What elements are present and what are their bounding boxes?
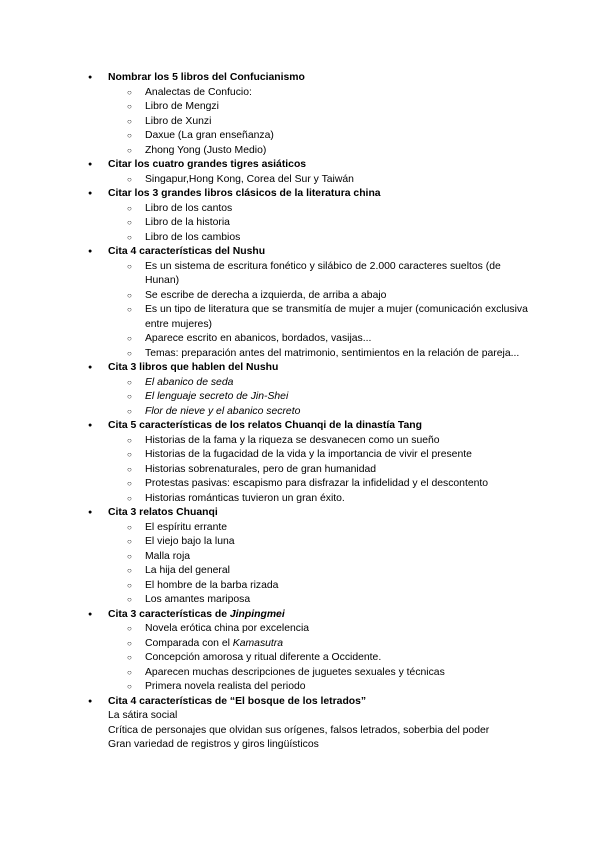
answer-line: Gran variedad de registros y giros lingüísticos [108, 739, 319, 750]
italic-title: Kamasutra [232, 637, 284, 649]
list-item: ○ Aparecen muchas descripciones de juguetes sexuales y técnicas [0, 666, 600, 681]
list-item: ○ Libro de Mengzi [0, 100, 600, 115]
list-item: ○ Libro de los cambios [0, 231, 600, 246]
question-heading: ● Citar los 3 grandes libros clásicos de la literatura china [0, 187, 600, 202]
list-item: ○ Flor de nieve y el abanico secreto [0, 405, 600, 420]
answer-list [0, 434, 600, 507]
list-item [0, 637, 600, 652]
question-text: Cita 3 características de [108, 608, 230, 620]
question-heading: ● Citar los cuatro grandes tigres asiáticos [0, 158, 600, 173]
list-item: ○ Malla roja [0, 550, 600, 565]
answer-list [0, 86, 600, 159]
list-item: ○ Daxue (La gran enseñanza) [0, 129, 600, 144]
list-item: ○ Singapur,Hong Kong, Corea del Sur y Taiwán [0, 173, 600, 188]
list-item: ○ El espíritu errante [0, 521, 600, 536]
list-item: ○ Los amantes mariposa [0, 593, 600, 608]
answer-list [0, 260, 600, 362]
list-item: ○ Se escribe de derecha a izquierda, de arriba a abajo [0, 289, 600, 304]
document-body [0, 71, 600, 753]
list-item: ○ Historias de la fugacidad de la vida y la importancia de vivir el presente [0, 448, 600, 463]
question-heading [0, 608, 600, 623]
list-item: ○ Novela erótica china por excelencia [0, 622, 600, 637]
list-item: ○ Historias sobrenaturales, pero de gran humanidad [0, 463, 600, 478]
answer-list [0, 202, 600, 246]
question-heading: ● Cita 4 características del Nushu [0, 245, 600, 260]
list-item: ○ Analectas de Confucio: [0, 86, 600, 101]
answer-list [0, 622, 600, 695]
list-item: ○ Es un sistema de escritura fonético y silábico de 2.000 caracteres sueltos (de Hunan) [0, 260, 600, 289]
list-item: ○ Aparece escrito en abanicos, bordados, vasijas... [0, 332, 600, 347]
answer-line: La sátira social [108, 710, 178, 721]
list-item-text: Comparada con el [145, 637, 233, 649]
question-heading: ● Cita 5 características de los relatos Chuanqi de la dinastía Tang [0, 419, 600, 434]
list-item: ○ Libro de la historia [0, 216, 600, 231]
list-item: ○ Concepción amorosa y ritual diferente a Occidente. [0, 651, 600, 666]
list-item: ○ El lenguaje secreto de Jin-Shei [0, 390, 600, 405]
list-item: ○ El viejo bajo la luna [0, 535, 600, 550]
list-item: ○ Historias románticas tuvieron un gran éxito. [0, 492, 600, 507]
answer-list [0, 376, 600, 420]
question-heading: ● Cita 4 características de “El bosque de los letrados” [0, 695, 600, 710]
answer-line: Crítica de personajes que olvidan sus orígenes, falsos letrados, soberbia del poder [108, 724, 490, 736]
list-item: ○ Zhong Yong (Justo Medio) [0, 144, 600, 159]
list-item: ○ Historias de la fama y la riqueza se desvanecen como un sueño [0, 434, 600, 449]
question-heading: ● Cita 3 libros que hablen del Nushu [0, 361, 600, 376]
list-item: ○ Libro de Xunzi [0, 115, 600, 130]
list-item: ○ El hombre de la barba rizada [0, 579, 600, 594]
question-italic-title: Jinpingmei [229, 608, 285, 620]
question-heading: ● Cita 3 relatos Chuanqi [0, 506, 600, 521]
answer-list [0, 173, 600, 188]
question-heading: ● Nombrar los 5 libros del Confucianismo [0, 71, 600, 86]
list-item: ○ La hija del general [0, 564, 600, 579]
list-item: ○ El abanico de seda [0, 376, 600, 391]
list-item: ○ Primera novela realista del periodo [0, 680, 600, 695]
list-item: ○ Temas: preparación antes del matrimonio, sentimientos en la relación de pareja... [0, 347, 600, 362]
answer-list [0, 521, 600, 608]
list-item: ○ Protestas pasivas: escapismo para disfrazar la infidelidad y el descontento [0, 477, 600, 492]
list-item: ○ Libro de los cantos [0, 202, 600, 217]
list-item: ○ Es un tipo de literatura que se transmitía de mujer a mujer (comunicación exclusiva entre mujeres) [0, 303, 600, 332]
